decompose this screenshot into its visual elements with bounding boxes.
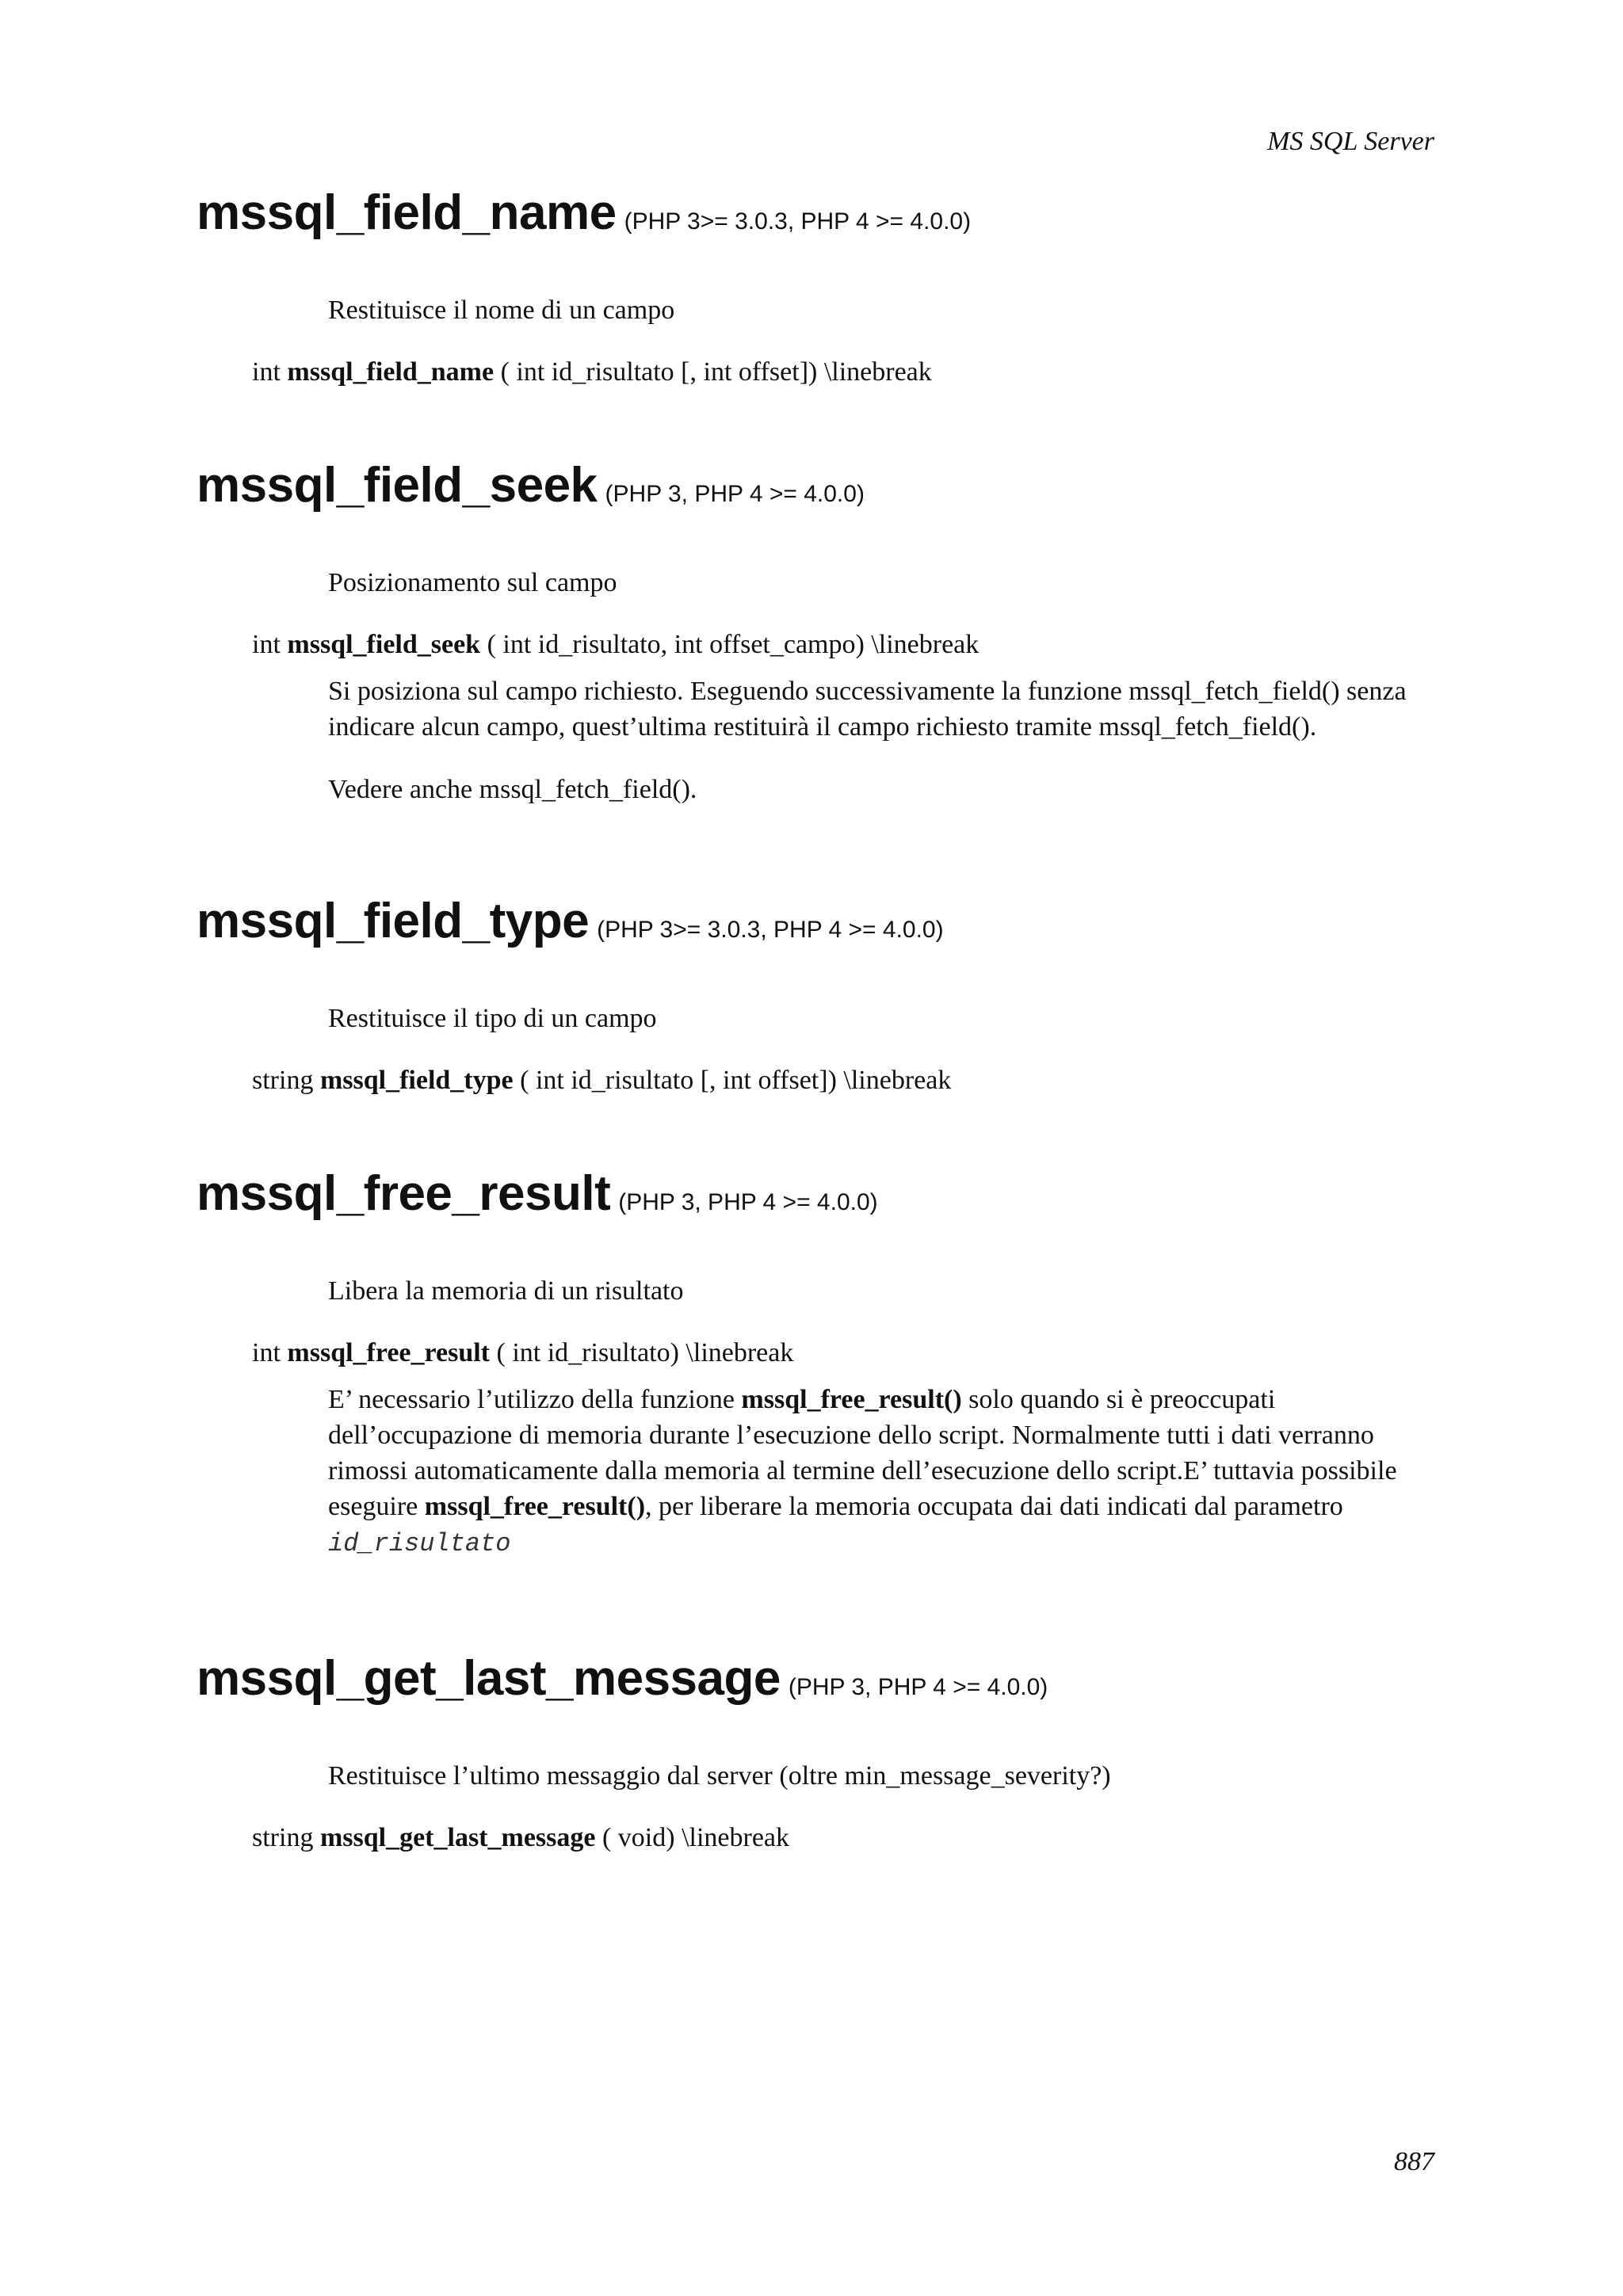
function-name: mssql_field_name (197, 185, 617, 240)
entry-title (197, 458, 1441, 513)
entry-mssql-field-name (197, 185, 1441, 390)
desc-text: E’ necessario l’utilizzo della funzione (328, 1385, 742, 1414)
version-info: (PHP 3, PHP 4 >= 4.0.0) (605, 481, 865, 507)
version-info: (PHP 3, PHP 4 >= 4.0.0) (618, 1189, 878, 1215)
synopsis-params: ( int id_risultato [, int offset]) \linebreak (500, 357, 932, 387)
description-paragraph (328, 1382, 1438, 1562)
return-type: int (252, 357, 281, 387)
synopsis-params: ( void) \linebreak (601, 1823, 790, 1852)
synopsis-function-name: mssql_field_seek (287, 630, 481, 659)
purpose-text: Restituisce l’ultimo messaggio dal server (oltre min_message_severity?) (328, 1761, 1111, 1791)
entry-title (197, 894, 1441, 948)
function-synopsis (252, 355, 1441, 390)
description-paragraph: Si posiziona sul campo richiesto. Eseguendo successivamente la funzione mssql_fetch_field() senza indicare alcun campo, quest’ultima restituirà il campo richiesto tramite mssql_fetch_field(). (328, 677, 1407, 742)
version-info: (PHP 3>= 3.0.3, PHP 4 >= 4.0.0) (624, 208, 972, 235)
purpose-text: Restituisce il nome di un campo (328, 296, 675, 325)
parameter-name: id_risultato (328, 1529, 511, 1558)
page-number: 887 (1394, 2147, 1434, 2176)
entry-title (197, 1166, 1441, 1221)
purpose-text: Posizionamento sul campo (328, 568, 617, 597)
function-synopsis (252, 1063, 1441, 1098)
entry-mssql-get-last-message (197, 1651, 1441, 1855)
entry-title (197, 1651, 1441, 1706)
return-type: int (252, 630, 281, 659)
synopsis-params: ( int id_risultato) \linebreak (496, 1338, 794, 1367)
purpose-text: Libera la memoria di un risultato (328, 1276, 684, 1306)
synopsis-function-name: mssql_field_type (319, 1066, 514, 1095)
version-info: (PHP 3>= 3.0.3, PHP 4 >= 4.0.0) (597, 917, 944, 943)
desc-text: solo quando si è preoccupati dell’occupazione di memoria durante l’esecuzione dello script. Normalmente tutti i dati verranno rimossi automaticamente dalla memoria al termine dell’esecuzione dello script.E’ tuttavia possibile eseguire (328, 1385, 1397, 1521)
running-header: MS SQL Server (1267, 127, 1434, 156)
function-synopsis (252, 1821, 1441, 1855)
function-reference: mssql_free_result() (424, 1492, 646, 1521)
version-info: (PHP 3, PHP 4 >= 4.0.0) (788, 1674, 1048, 1700)
entry-mssql-field-seek (197, 458, 1441, 807)
function-name: mssql_free_result (197, 1166, 611, 1221)
synopsis-function-name: mssql_get_last_message (319, 1823, 596, 1852)
entry-mssql-free-result (197, 1166, 1441, 1562)
function-name: mssql_field_type (197, 894, 590, 948)
entry-mssql-field-type (197, 894, 1441, 1098)
function-name: mssql_field_seek (197, 458, 598, 513)
return-type: string (252, 1066, 314, 1095)
synopsis-function-name: mssql_free_result (287, 1338, 491, 1367)
see-also-paragraph: Vedere anche mssql_fetch_field(). (328, 775, 697, 804)
synopsis-params: ( int id_risultato, int offset_campo) \linebreak (487, 630, 980, 659)
synopsis-function-name: mssql_field_name (287, 357, 495, 387)
entry-title (197, 185, 1441, 240)
synopsis-params: ( int id_risultato [, int offset]) \linebreak (520, 1066, 952, 1095)
return-type: int (252, 1338, 281, 1367)
function-reference: mssql_free_result() (741, 1385, 962, 1414)
function-synopsis (252, 627, 1441, 662)
function-synopsis (252, 1336, 1441, 1371)
purpose-text: Restituisce il tipo di un campo (328, 1004, 657, 1033)
return-type: string (252, 1823, 314, 1852)
function-name: mssql_get_last_message (197, 1651, 781, 1706)
desc-text: , per liberare la memoria occupata dai dati indicati dal parametro (645, 1492, 1343, 1521)
